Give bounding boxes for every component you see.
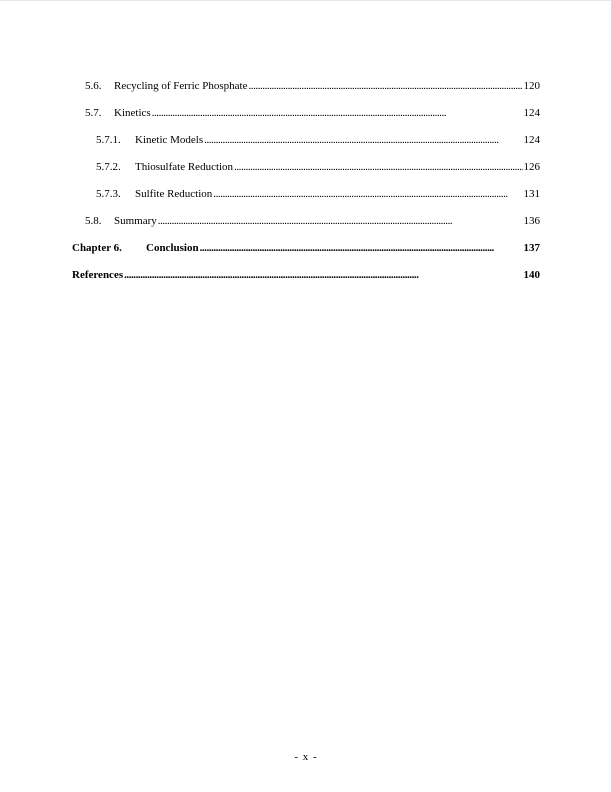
toc-page-number: 124 xyxy=(523,107,540,119)
toc-page-number: 140 xyxy=(523,269,540,281)
toc-dot-leader xyxy=(152,106,523,120)
toc-page-number: 126 xyxy=(523,161,540,173)
toc-page-number: 136 xyxy=(523,215,540,227)
toc-entry-5-7-2[interactable] xyxy=(72,160,540,187)
toc-dot-leader xyxy=(213,187,522,201)
toc-number: Chapter 6. xyxy=(72,242,122,254)
toc-dot-leader xyxy=(249,79,523,93)
toc-dot-leader xyxy=(124,268,522,282)
toc-page-number: 131 xyxy=(523,188,540,200)
toc-entry-5-7[interactable] xyxy=(72,106,540,133)
toc-entry-chapter-6[interactable] xyxy=(72,241,540,268)
toc-title: Conclusion xyxy=(146,242,199,254)
toc-number: 5.8. xyxy=(85,215,102,227)
toc-page-number: 124 xyxy=(523,134,540,146)
page-top-edge xyxy=(0,0,612,1)
toc-number: 5.7. xyxy=(85,107,102,119)
toc-number: 5.7.3. xyxy=(96,188,121,200)
page-number-footer: - x - xyxy=(294,751,318,763)
toc-number: 5.7.2. xyxy=(96,161,121,173)
toc-title: Recycling of Ferric Phosphate xyxy=(114,80,248,92)
toc-title: Kinetics xyxy=(114,107,151,119)
toc-entry-5-6[interactable] xyxy=(72,79,540,106)
toc-entry-5-7-3[interactable] xyxy=(72,187,540,214)
toc-number: 5.6. xyxy=(85,80,102,92)
toc-entry-5-7-1[interactable] xyxy=(72,133,540,160)
toc-dot-leader xyxy=(200,241,523,255)
toc-dot-leader xyxy=(234,160,522,174)
toc-title: Kinetic Models xyxy=(135,134,204,146)
toc-dot-leader xyxy=(158,214,523,228)
table-of-contents xyxy=(72,79,540,295)
toc-title: Summary xyxy=(114,215,157,227)
toc-entry-5-8[interactable] xyxy=(72,214,540,241)
toc-page-number: 120 xyxy=(523,80,540,92)
toc-title: Thiosulfate Reduction xyxy=(135,161,234,173)
toc-entry-references[interactable] xyxy=(72,268,540,295)
toc-dot-leader xyxy=(204,133,522,147)
toc-title: References xyxy=(72,269,124,281)
toc-number: 5.7.1. xyxy=(96,134,121,146)
toc-title: Sulfite Reduction xyxy=(135,188,213,200)
toc-page-number: 137 xyxy=(523,242,540,254)
